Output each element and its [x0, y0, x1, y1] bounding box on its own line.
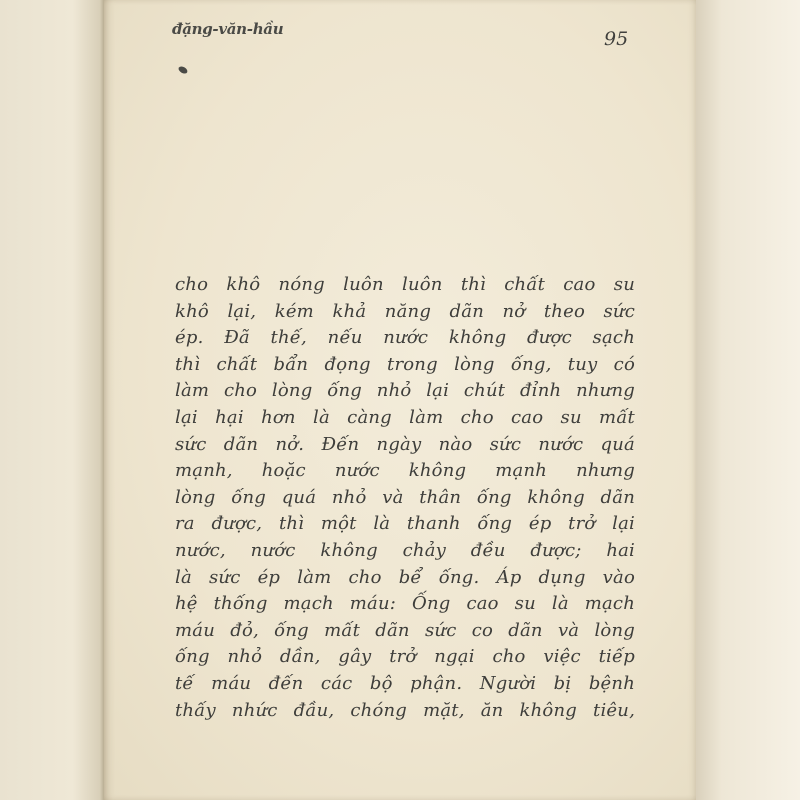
text-line: ra được, thì một là thanh ống ép trở lại: [175, 513, 635, 535]
text-line: làm cho lòng ống nhỏ lại chút đỉnh nhưng: [175, 380, 635, 402]
text-line: thì chất bẩn đọng trong lòng ống, tuy có: [175, 353, 635, 375]
running-header-author: đặng-văn-hầu: [172, 20, 284, 38]
text-line: khô lại, kém khả năng dãn nở theo sức: [175, 300, 635, 322]
book-cover-right-edge: [696, 0, 800, 800]
text-line: ống nhỏ dần, gây trở ngại cho việc tiếp: [175, 646, 635, 668]
text-line: máu đỏ, ống mất dãn sức co dãn và lòng: [175, 619, 635, 641]
text-line: là sức ép làm cho bể ống. Áp dụng vào: [175, 566, 635, 588]
text-line: hệ thống mạch máu: Ống cao su là mạch: [175, 593, 635, 615]
text-line: cho khô nóng luôn luôn thì chất cao su: [175, 274, 635, 295]
page-number: 95: [604, 28, 629, 50]
text-line: lại hại hơn là càng làm cho cao su mất: [175, 406, 635, 428]
text-line: lòng ống quá nhỏ và thân ống không dãn: [175, 486, 635, 508]
text-line: mạnh, hoặc nước không mạnh nhưng: [175, 460, 635, 482]
body-text: [175, 272, 635, 724]
book-cover-left-edge: [0, 0, 104, 800]
text-line: nước, nước không chảy đều được; hai: [175, 539, 635, 561]
text-line: sức dãn nở. Đến ngày nào sức nước quá: [175, 433, 635, 455]
text-line: ép. Đã thế, nếu nước không được sạch: [175, 327, 635, 349]
text-line: tế máu đến các bộ phận. Người bị bệnh: [175, 672, 635, 694]
text-line: thấy nhức đầu, chóng mặt, ăn không tiêu,: [175, 699, 635, 721]
